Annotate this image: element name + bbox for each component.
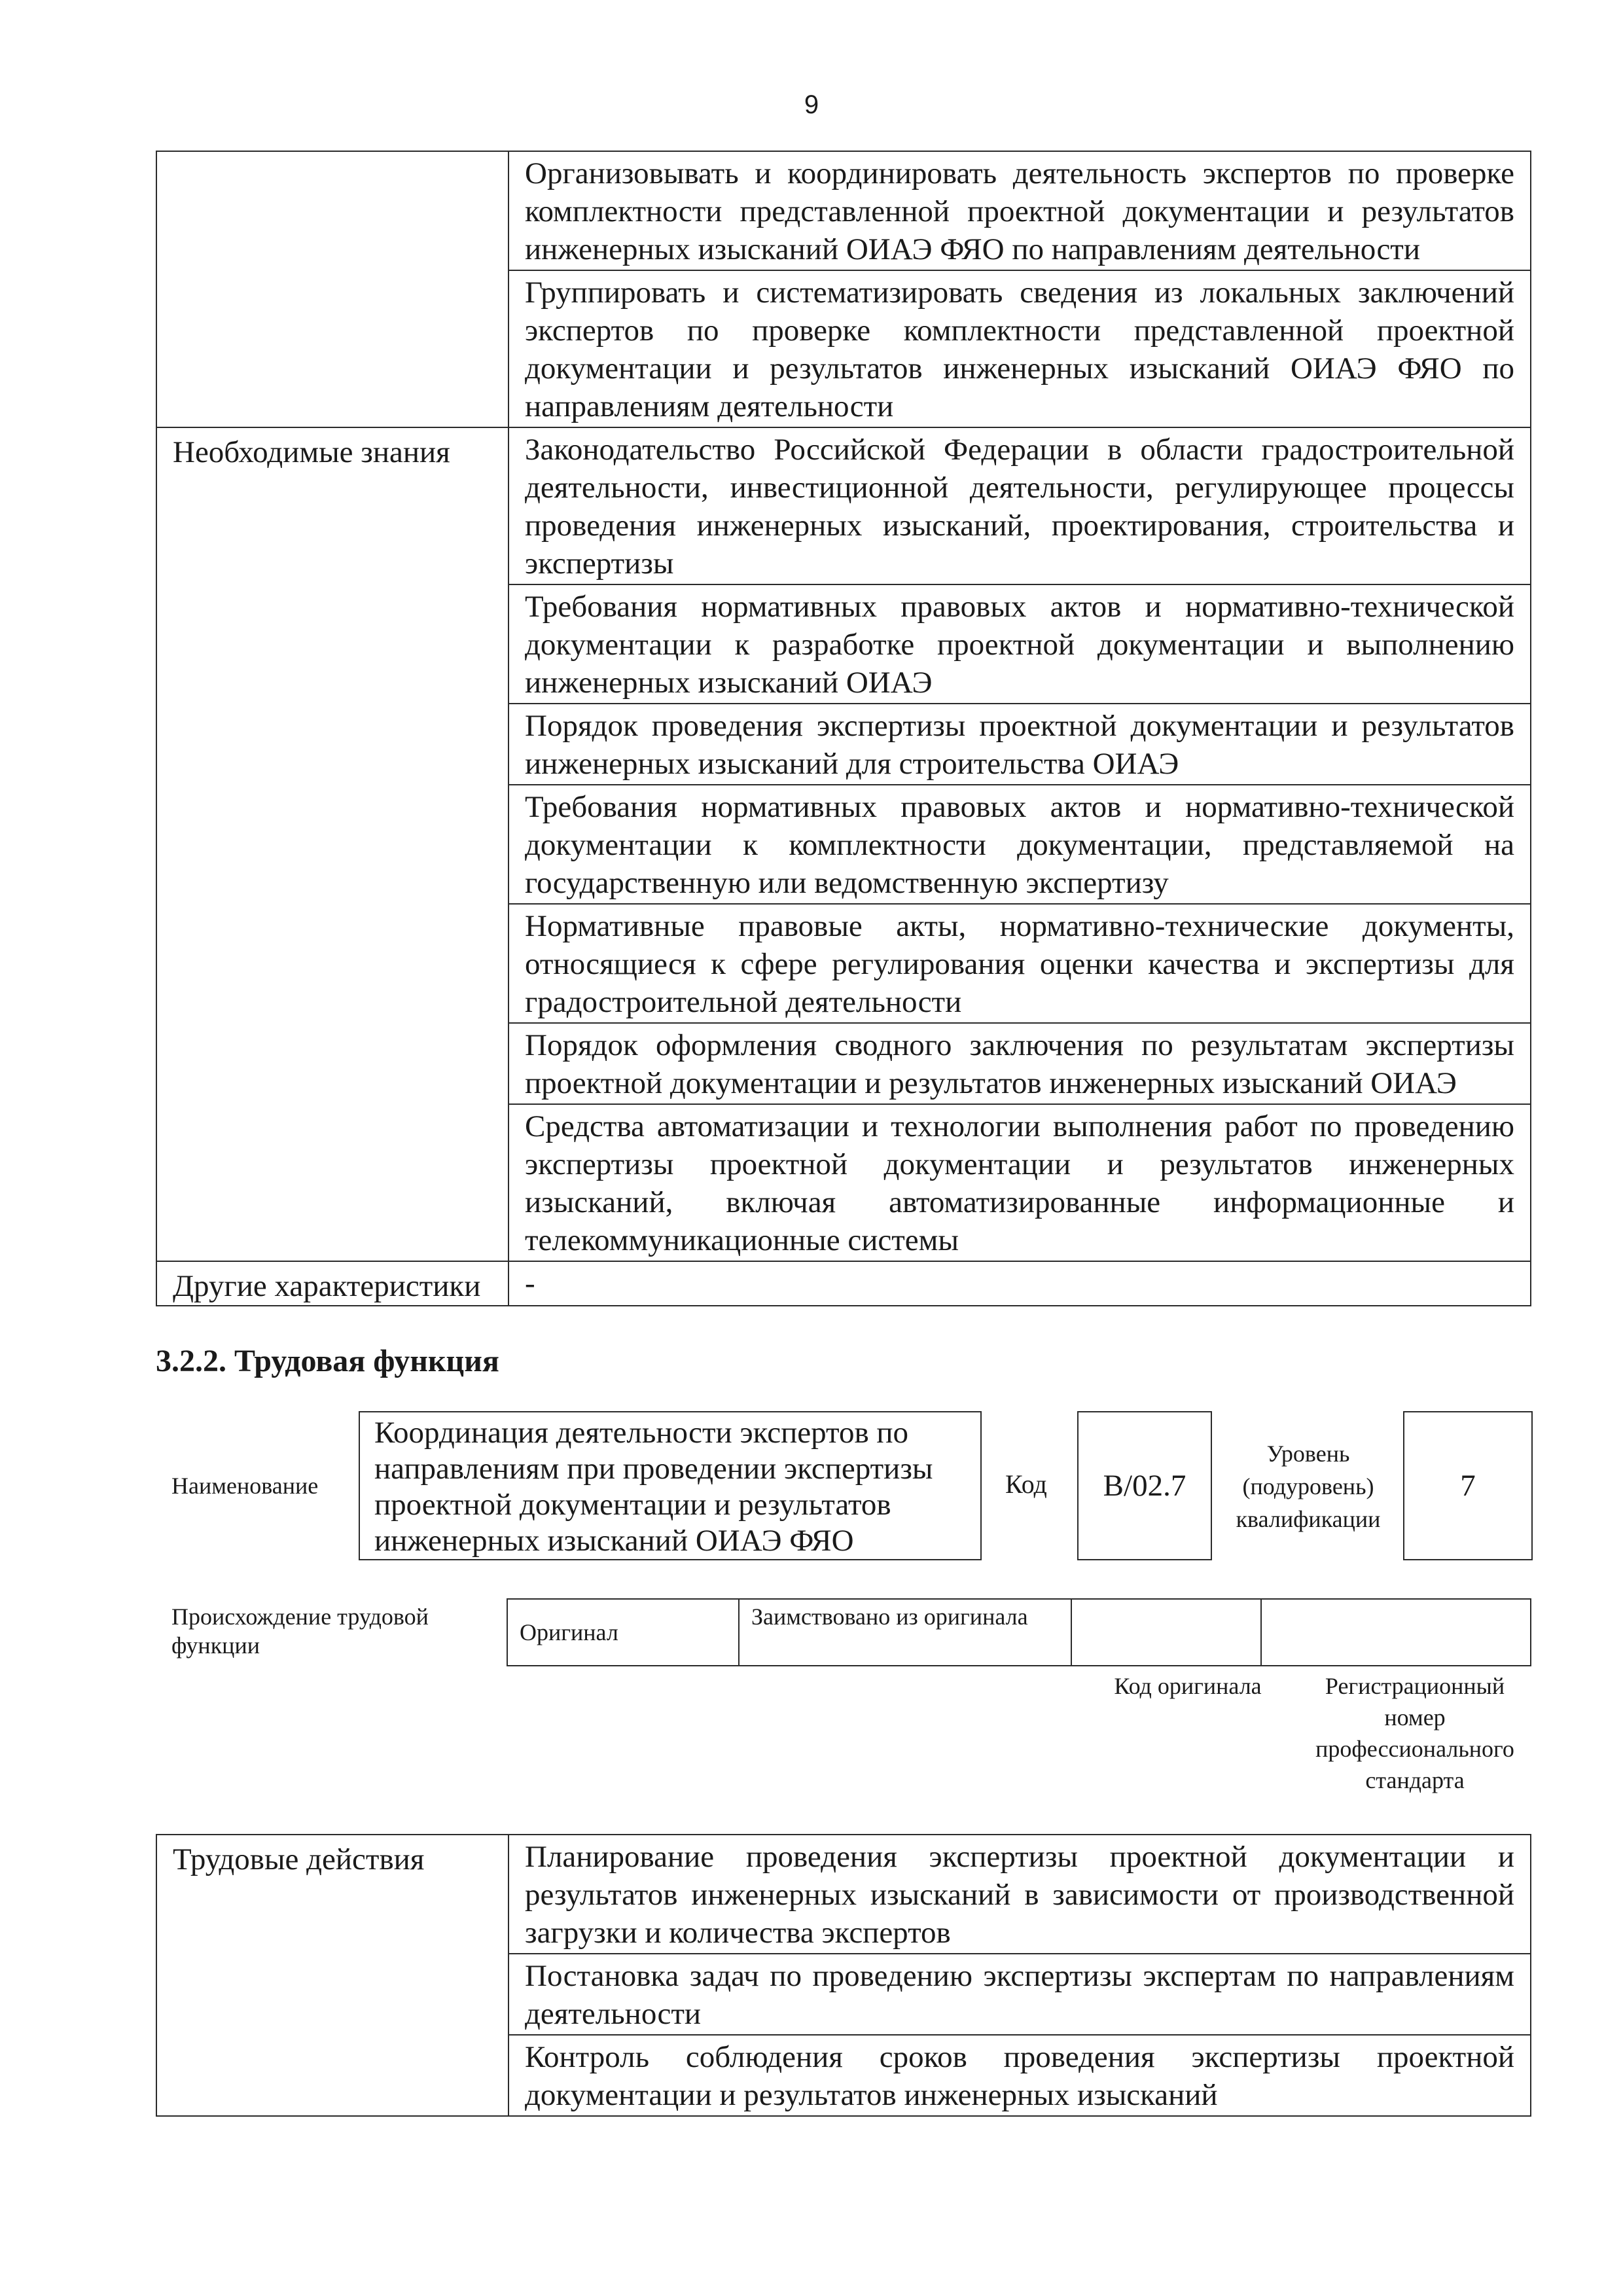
- table-row: [156, 1835, 1531, 1954]
- skill-item: Группировать и систематизировать сведения из локальных заключений экспертов по проверке комплектности представленной проектной документации и результатов инженерных изысканий ОИАЭ ФЯО по направлениям деятельности: [508, 270, 1531, 427]
- origin-label: Происхождение трудовой функции: [171, 1604, 429, 1659]
- competency-table: [156, 151, 1531, 1306]
- labor-action-item: Планирование проведения экспертизы проектной документации и результатов инженерных изысканий в зависимости от производственной загрузки и количества экспертов: [508, 1835, 1531, 1954]
- level-label: Уровень (подуровень) квалификации: [1236, 1441, 1381, 1532]
- knowledge-item: Порядок оформления сводного заключения по результатам экспертизы проектной документации и результатов инженерных изысканий ОИАЭ: [508, 1023, 1531, 1104]
- section-heading: 3.2.2. Трудовая функция: [156, 1344, 499, 1378]
- table-row: [156, 427, 1531, 584]
- function-code-box: B/02.7: [1077, 1411, 1212, 1560]
- labor-actions-label: Трудовые действия: [156, 1835, 508, 2116]
- reg-number-cell: [1261, 1599, 1531, 1666]
- code-label: Код: [1005, 1469, 1047, 1499]
- knowledge-label: Необходимые знания: [156, 427, 508, 1261]
- origin-table: [507, 1598, 1531, 1666]
- table-row: [156, 151, 1531, 270]
- skills-label-cell: [156, 151, 508, 427]
- table-row: [156, 1261, 1531, 1306]
- qualification-level-box: 7: [1403, 1411, 1533, 1560]
- name-label: Наименование: [171, 1473, 319, 1499]
- skill-item: Организовывать и координировать деятельность экспертов по проверке комплектности представленной проектной документации и результатов инженерных изысканий ОИАЭ ФЯО по направлениям деятельности: [508, 151, 1531, 270]
- knowledge-item: Требования нормативных правовых актов и нормативно-технической документации к разработке проектной документации и выполнению инженерных изысканий ОИАЭ: [508, 584, 1531, 704]
- knowledge-item: Нормативные правовые акты, нормативно-технические документы, относящиеся к сфере регулирования оценки качества и экспертизы для градостроительной деятельности: [508, 904, 1531, 1023]
- reg-number-caption: Регистрационный номер профессионального стандарта: [1315, 1673, 1514, 1793]
- labor-action-item: Контроль соблюдения сроков проведения экспертизы проектной документации и результатов инженерных изысканий: [508, 2035, 1531, 2116]
- labor-action-item: Постановка задач по проведению экспертизы экспертам по направлениям деятельности: [508, 1954, 1531, 2035]
- function-name-box: Координация деятельности экспертов по направлениям при проведении экспертизы проектной документации и результатов инженерных изысканий ОИАЭ ФЯО: [359, 1411, 982, 1560]
- original-code-cell: [1071, 1599, 1261, 1666]
- original-code-caption: Код оригинала: [1114, 1673, 1262, 1699]
- page-number: 9: [804, 90, 819, 119]
- other-characteristics-label: Другие характеристики: [156, 1261, 508, 1306]
- table-row: [507, 1599, 1531, 1666]
- knowledge-item: Порядок проведения экспертизы проектной документации и результатов инженерных изысканий для строительства ОИАЭ: [508, 704, 1531, 785]
- labor-actions-table: [156, 1834, 1531, 2117]
- origin-original-cell: Оригинал: [507, 1599, 739, 1666]
- knowledge-item: Законодательство Российской Федерации в области градостроительной деятельности, инвестиционной деятельности, регулирующее процессы проведения инженерных изысканий, проектирования, строительства и экспертизы: [508, 427, 1531, 584]
- other-characteristics-value: -: [508, 1261, 1531, 1306]
- knowledge-item: Требования нормативных правовых актов и нормативно-технической документации к комплектности документации, представляемой на государственную или ведомственную экспертизу: [508, 785, 1531, 904]
- origin-borrowed-cell: Заимствовано из оригинала: [739, 1599, 1071, 1666]
- knowledge-item: Средства автоматизации и технологии выполнения работ по проведению экспертизы проектной документации и результатов инженерных изысканий, включая автоматизированные информационные и телекоммуникационные системы: [508, 1104, 1531, 1261]
